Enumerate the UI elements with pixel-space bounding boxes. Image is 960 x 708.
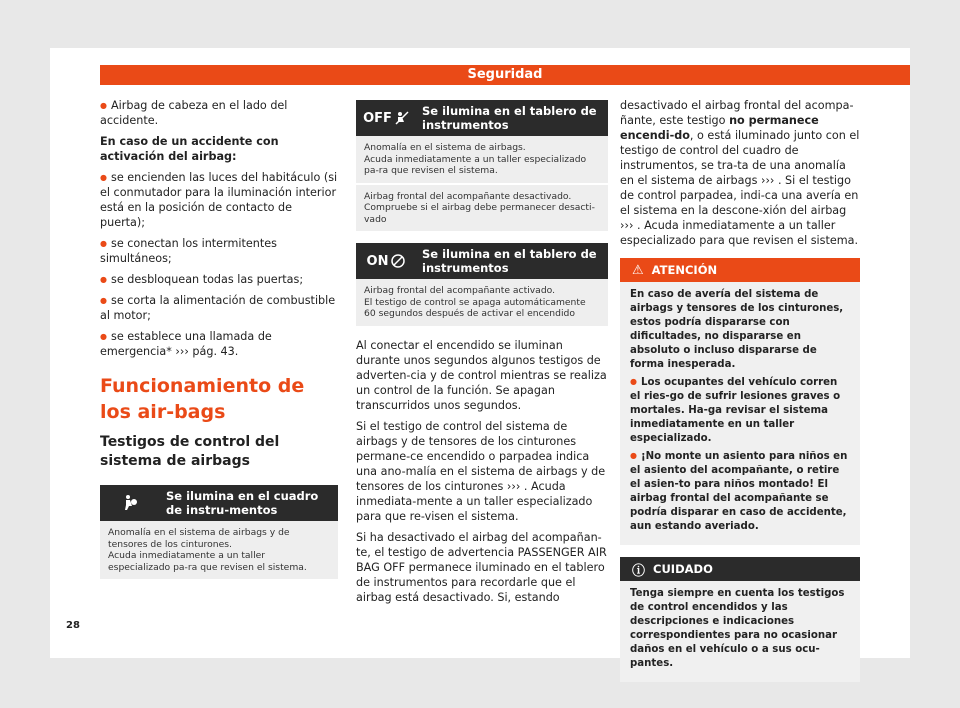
caution-body <box>620 581 860 682</box>
warning-text: En caso de avería del sistema de airbags y tensores de los cinturones, estos podría dispararse con dificultades, no dispararse en absoluto o incluso dispararse de forma inesperada. <box>630 289 844 370</box>
airbag-warning-icon <box>100 485 160 521</box>
indicator-title: Se ilumina en el cuadro de instru-mentos <box>166 489 319 517</box>
paragraph-bold: no permanece encendi-do <box>620 114 819 142</box>
column-2 <box>356 100 608 611</box>
section-title: Seguridad <box>467 67 543 82</box>
caution-box <box>620 557 860 682</box>
info-circle-icon: ⓘ <box>632 563 646 579</box>
section-header <box>100 65 910 85</box>
page-number: 28 <box>66 620 80 631</box>
column-1 <box>100 98 338 591</box>
paragraph: Si el testigo de control del sistema de airbags y de tensores de los cinturones permane-ce encendido o parpadea indica una ano-malía en el sistema de airbags y de tensores de los cinturones ››› . Acuda inmediata-mente a un taller especializado para que re-visen el sistema. <box>356 419 606 523</box>
paragraph-part: , o está iluminado junto con el testigo de control del cuadro de instrumentos, se tra-ta de una anomalía en el sistema de airbags ››› . Si el testigo de control parpadea, indi-ca una avería en el sistema en la descone-xión del airbag ››› . Acuda inmediatamente a un taller especializado para que revisen el sistema. <box>620 129 860 247</box>
subsection-heading: Testigos de control del sistema de airbags <box>100 434 280 469</box>
indicator-body: Anomalía en el sistema de airbags. Acuda inmediatamente a un taller especializado pa-ra que revisen el sistema. <box>356 136 608 183</box>
paragraph: Al conectar el encendido se iluminan durante unos segundos algunos testigos de adverten-cia y de control mientras se realiza un control de la función. Se apagan transcurridos unos segundos. <box>356 338 607 412</box>
caution-title: CUIDADO <box>653 562 713 576</box>
warning-triangle-icon: ⚠ <box>632 262 644 278</box>
paragraph <box>620 98 860 248</box>
caution-text: Tenga siempre en cuenta los testigos de control encendidos y las descripciones e indicaciones correspondientes para no ocasionar daños en el vehículo o a sus ocu-pantes. <box>630 588 845 669</box>
passenger-airbag-off-icon <box>356 100 416 136</box>
accident-subheading: En caso de un accidente con activación del airbag: <box>100 135 279 163</box>
indicator-body: Anomalía en el sistema de airbags y de tensores de los cinturones. Acuda inmediatamente a un taller especializado pa-ra que revisen el sistema. <box>100 521 338 579</box>
bullet-item: ● se desbloquean todas las puertas; <box>100 272 338 287</box>
paragraph-part: desactivado el airbag frontal del acompa-ñante, este testigo <box>620 99 854 127</box>
passenger-airbag-on-icon <box>356 243 416 279</box>
indicator-header <box>356 100 608 136</box>
indicator-on <box>356 243 608 326</box>
warning-title: ATENCIÓN <box>651 263 718 277</box>
paragraph: Si ha desactivado el airbag del acompañan-te, el testigo de advertencia PASSENGER AIR BAG OFF permanece iluminado en el tablero de instrumentos para recordarle que el airbag está desactivado. Si, estando <box>356 530 607 604</box>
column-3 <box>620 98 860 682</box>
indicator-body: Airbag frontal del acompañante activado. El testigo de control se apaga automáticamente 60 segundos después de activar el encendido <box>356 279 608 326</box>
indicator-body: Airbag frontal del acompañante desactivado. Compruebe si el airbag debe permanecer desacti-vado <box>356 183 608 232</box>
off-label: OFF <box>363 110 392 126</box>
bullet-item: ● se encienden las luces del habitáculo (si el conmutador para la iluminación interior está en la posición de contacto de puerta); <box>100 170 338 230</box>
warning-bullet: ● ¡No monte un asiento para niños en el asiento del acompañante, o retire el asien-to para niños montado! El airbag frontal del acompañante se podría disparar en caso de accidente, aun estando averiado. <box>630 449 850 534</box>
bullet-item: ● se corta la alimentación de combustible al motor; <box>100 293 338 323</box>
section-heading: Funcionamiento de los air-bags <box>100 375 305 423</box>
indicator-header <box>100 485 338 521</box>
indicator-airbag-fault <box>100 485 338 579</box>
indicator-off <box>356 100 608 231</box>
indicator-header <box>356 243 608 279</box>
bullet-item: ● se conectan los intermitentes simultáneos; <box>100 236 338 266</box>
indicator-title: Se ilumina en el tablero de instrumentos <box>422 104 597 132</box>
warning-header <box>620 258 860 282</box>
bullet-head-airbag: ● Airbag de cabeza en el lado del accidente. <box>100 98 338 128</box>
warning-box <box>620 258 860 545</box>
on-label: ON <box>366 253 389 269</box>
indicator-title: Se ilumina en el tablero de instrumentos <box>422 247 597 275</box>
warning-body <box>620 282 860 545</box>
warning-bullet: ● Los ocupantes del vehículo corren el ries-go de sufrir lesiones graves o mortales. Ha-ga revisar el sistema inmediatamente en un taller especializado. <box>630 375 850 446</box>
bullet-item: ● se establece una llamada de emergencia* ››› pág. 43. <box>100 329 338 359</box>
caution-header <box>620 557 860 581</box>
